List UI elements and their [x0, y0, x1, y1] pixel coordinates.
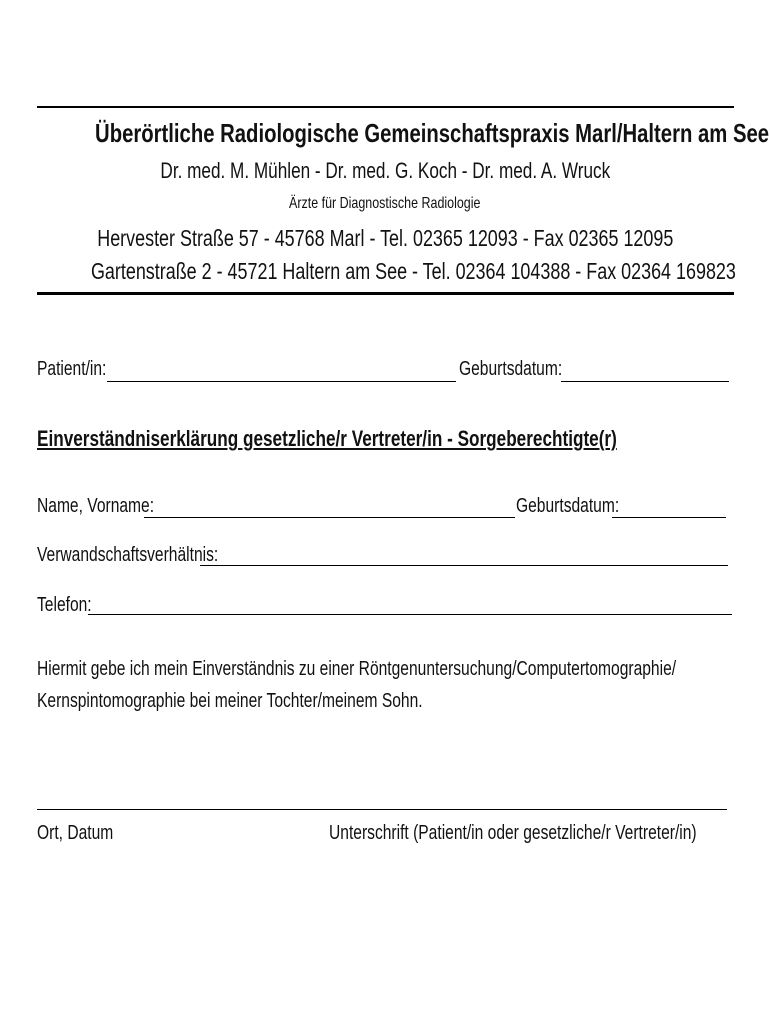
consent-text-line1: Hiermit gebe ich mein Einverständnis zu einer Röntgenuntersuchung/Computertomographie/ — [37, 658, 677, 680]
guardian-name-field[interactable] — [144, 517, 515, 518]
address-marl-text: Hervester Straße 57 - 45768 Marl - Tel. 02365 12093 - Fax 02365 12095 — [96, 225, 674, 251]
address-haltern — [0, 258, 770, 285]
signature-label: Unterschrift (Patient/in oder gesetzliche/r Vertreter/in) — [329, 822, 697, 844]
specialty-line — [0, 195, 770, 213]
phone-field[interactable] — [88, 614, 732, 615]
patient-name-field[interactable] — [107, 381, 456, 382]
patient-dob-label: Geburtsdatum: — [459, 358, 563, 380]
practice-title-text: Überörtliche Radiologische Gemeinschaftspraxis Marl/Haltern am See — [95, 118, 770, 148]
guardian-dob-label: Geburtsdatum: — [516, 495, 620, 517]
relationship-field[interactable] — [200, 565, 728, 566]
consent-text-line2: Kernspintomographie bei meiner Tochter/meinem Sohn. — [37, 690, 423, 712]
doctors-text: Dr. med. M. Mühlen - Dr. med. G. Koch - Dr. med. A. Wruck — [160, 158, 610, 183]
signature-line[interactable] — [37, 809, 727, 810]
doctors-line — [0, 158, 770, 184]
practice-title — [0, 118, 770, 149]
consent-heading: Einverständniserklärung gesetzliche/r Vertreter/in - Sorgeberechtigte(r) — [37, 426, 617, 451]
phone-label: Telefon: — [37, 594, 92, 616]
guardian-dob-field[interactable] — [612, 517, 726, 518]
address-haltern-text: Gartenstraße 2 - 45721 Haltern am See - Tel. 02364 104388 - Fax 02364 169823 — [90, 258, 736, 284]
place-date-label: Ort, Datum — [37, 822, 114, 844]
guardian-name-label: Name, Vorname: — [37, 495, 155, 517]
header-top-rule — [37, 106, 734, 108]
specialty-text: Ärzte für Diagnostische Radiologie — [289, 195, 481, 212]
header-bottom-rule — [37, 292, 734, 295]
relationship-label: Verwandschaftsverhältnis: — [37, 544, 219, 566]
address-marl — [0, 225, 770, 252]
patient-dob-field[interactable] — [561, 381, 729, 382]
patient-label: Patient/in: — [37, 358, 107, 380]
